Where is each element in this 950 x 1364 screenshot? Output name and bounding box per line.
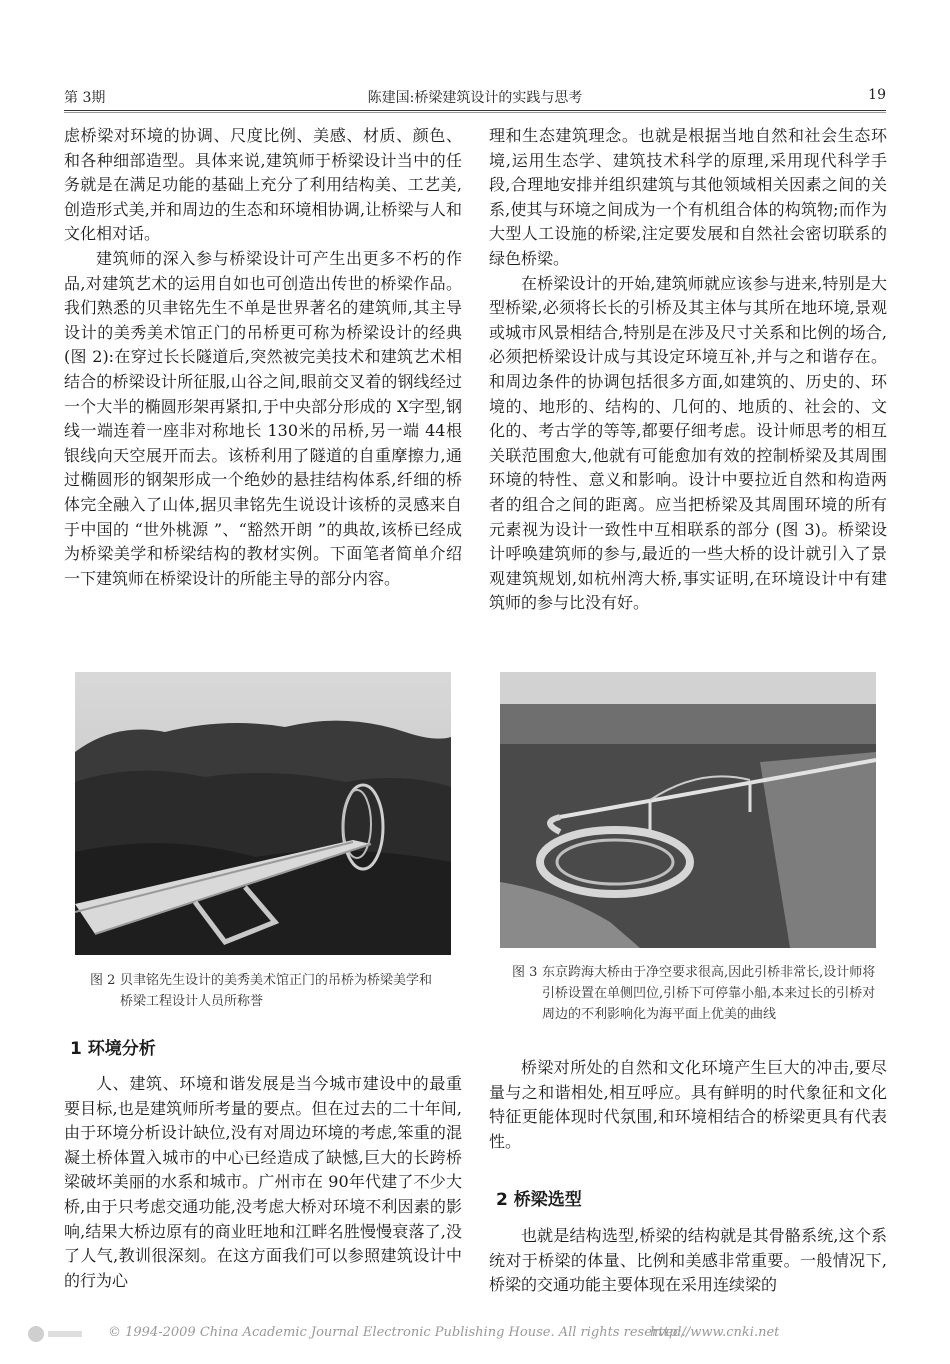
cnki-link[interactable]: http://www.cnki.net [650, 1325, 780, 1340]
section-1-body [64, 1072, 462, 1293]
running-title: 陈建国:桥梁建筑设计的实践与思考 [367, 90, 583, 106]
paragraph: 理和生态建筑理念。也就是根据当地自然和社会生态环境,运用生态学、建筑技术科学的原理,采用现代科学手段,合理地安排并组织建筑与其他领域相关因素之间的关系,使其与环境之间成为一个有机组合体的构筑物;而作为大型人工设施的桥梁,注定要发展和自然社会密切联系的绿色桥梁。 [489, 126, 887, 268]
figure-2-photo [75, 672, 451, 955]
figure-3-caption-text: 东京跨海大桥由于净空要求很高,因此引桥非常长,设计师将引桥设置在单侧凹位,引桥下可停靠小船,本来过长的引桥对周边的不利影响化为海平面上优美的曲线 [542, 965, 876, 1022]
header-rule [64, 110, 886, 111]
page-footer [0, 1322, 950, 1346]
paragraph: 虑桥梁对环境的协调、尺度比例、美感、材质、颜色、和各种细部造型。具体来说,建筑师于桥梁设计当中的任务就是在满足功能的基础上充分了利用结构美、工艺美,创造形式美,并和周边的生态和环境相协调,让桥梁与人和文化相对话。 [64, 126, 462, 244]
paragraph: 建筑师的深入参与桥梁设计可产生出更多不朽的作品,对建筑艺术的运用自如也可创造出传世的桥梁作品。我们熟悉的贝聿铭先生不单是世界著名的建筑师,其主导设计的美秀美术馆正门的吊桥更可称为桥梁设计的经典 (图 2):在穿过长长隧道后,突然被完美技术和建筑艺术相结合的桥梁设计所征服,山谷之间,眼前交叉着的钢线经过一个大半的椭圆形架再紧扣,于中央部分形成的 X字型,钢线一端连着一座非对称地长 130米的吊桥,另一端 44根银线向天空展开而去。该桥利用了隧道的自重摩擦力,通过椭圆形的钢架形成一个绝妙的悬挂结构体系,纤细的桥体完全融入了山体,据贝聿铭先生说设计该桥的灵感来自于中国的 “世外桃源 ”、“豁然开朗 ”的典故,该桥已经成为桥梁美学和桥梁结构的教材实例。下面笔者简单介绍一下建筑师在桥梁设计的所能主导的部分内容。 [64, 248, 462, 588]
figure-3-photo [500, 672, 876, 948]
paragraph: 人、建筑、环境和谐发展是当今城市建设中的最重要目标,也是建筑师所考量的要点。但在过去的二十年间,由于环境分析设计缺位,没有对周边环境的考虑,笨重的混凝土桥体置入城市的中心已经造成了缺憾,巨大的长跨桥梁破坏美丽的水系和城市。广州市在 90年代建了不少大桥,由于只考虑交通功能,没考虑大桥对环境不利因素的影响,结果大桥边原有的商业旺地和江畔名胜慢慢衰落了,没了人气,教训很深刻。在这方面我们可以参照建筑设计中的行为心 [64, 1074, 462, 1290]
copyright-notice: © 1994-2009 China Academic Journal Electronic Publishing House. All rights reserved. [108, 1325, 686, 1340]
publisher-logo [26, 1322, 86, 1346]
left-column-top [64, 124, 462, 591]
section-1-heading: 1 环境分析 [70, 1039, 156, 1059]
right-column-after-figure [489, 1056, 887, 1154]
paragraph: 桥梁对所处的自然和文化环境产生巨大的冲击,要尽量与之和谐相处,相互呼应。具有鲜明的时代象征和文化特征更能体现时代氛围,和环境相结合的桥梁更具有代表性。 [489, 1058, 887, 1151]
header-rule-thin [64, 112, 886, 113]
section-2-heading: 2 桥梁选型 [496, 1190, 582, 1210]
paragraph: 在桥梁设计的开始,建筑师就应该参与进来,特别是大型桥梁,必须将长长的引桥及其主体与其所在地环境,景观或城市风景相结合,特别是在涉及尺寸关系和比例的场合,必须把桥梁设计成与其设定环境互补,并与之和谐存在。和周边条件的协调包括很多方面,如建筑的、历史的、环境的、地形的、结构的、几何的、地质的、社会的、文化的、考古学的等等,都要仔细考虑。设计师思考的相互关联范围愈大,他就有可能愈加有效的控制桥梁及其周围环境的特性、意义和影响。设计中要拉近自然和构造两者的组合之间的距离。应当把桥梁及其周围环境的所有元素视为设计一致性中互相联系的部分 (图 3)。桥梁设计呼唤建筑师的参与,最近的一些大桥的设计就引入了景观建筑规划,如杭州湾大桥,事实证明,在环境设计中有建筑师的参与比没有好。 [489, 273, 887, 613]
running-header [64, 87, 886, 109]
issue-number: 第 3期 [64, 90, 106, 106]
paragraph: 也就是结构选型,桥梁的结构就是其骨骼系统,这个系统对于桥梁的体量、比例和美感非常重要。一般情况下,桥梁的交通功能主要体现在采用连续梁的 [489, 1226, 887, 1295]
figure-2-caption-text: 贝聿铭先生设计的美秀美术馆正门的吊桥为桥梁美学和桥梁工程设计人员所称誉 [120, 973, 433, 1009]
page-number: 19 [868, 87, 886, 103]
right-column-top [489, 124, 887, 616]
section-2-body [489, 1224, 887, 1298]
figure-2-label: 图 2 [90, 973, 116, 988]
figure-3-label: 图 3 [512, 965, 538, 980]
